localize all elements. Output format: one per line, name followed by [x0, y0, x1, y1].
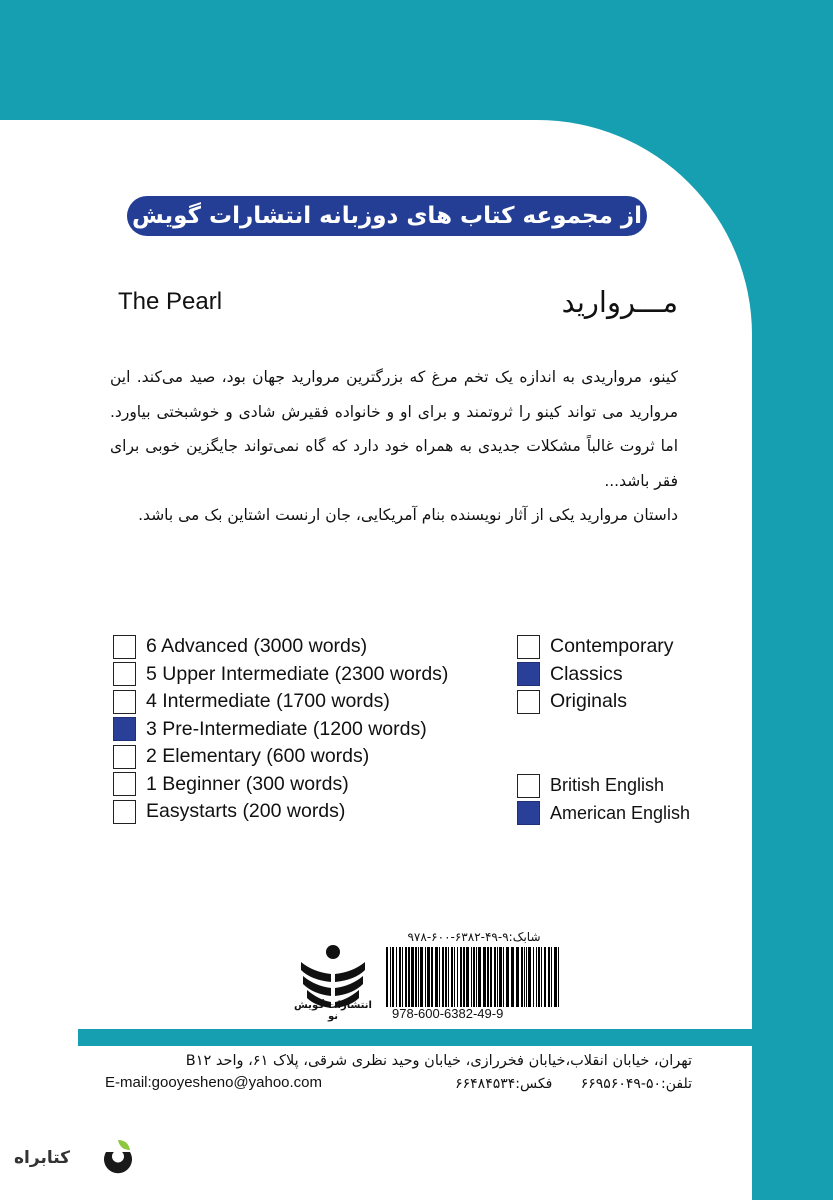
- synopsis: [110, 360, 678, 533]
- level-label: 2 Elementary (600 words): [146, 745, 370, 768]
- language-option[interactable]: [517, 800, 690, 828]
- publisher-address: تهران، خیابان انقلاب،خیابان فخررازی، خیابان وحید نظری شرقی، پلاک ۶۱، واحد B۱۲: [185, 1053, 692, 1069]
- checkbox[interactable]: [113, 717, 136, 741]
- category-option[interactable]: [517, 633, 674, 661]
- checkbox[interactable]: [113, 745, 136, 769]
- category-label: Originals: [550, 690, 627, 713]
- series-banner: از مجموعه کتاب های دوزبانه انتشارات گویش نو: [127, 196, 647, 236]
- language-checklist: [517, 772, 690, 827]
- level-option[interactable]: [113, 798, 448, 826]
- level-checklist: [113, 633, 448, 826]
- title-persian: مـــروارید: [561, 285, 678, 319]
- synopsis-paragraph: کینو، مرواریدی به اندازه یک تخم مرغ که بزرگترین مروارید جهان بود، صید می‌کند. این مروارید می تواند کینو را ثروتمند و برای او و خانواده فقیرش شادی و خوشبختی بیاورد. اما ثروت غالباً مشکلات جدیدی به همراه خود دارد که گاه نمی‌تواند جایگزین خوبی برای فقر باشد...: [110, 368, 678, 490]
- leaf-icon: [100, 1138, 136, 1180]
- publisher-email: E-mail:gooyesheno@yahoo.com: [105, 1074, 323, 1091]
- isbn-persian: شابک:۹-۴۹-۶۳۸۲-۶۰۰-۹۷۸: [407, 930, 541, 944]
- level-label: 5 Upper Intermediate (2300 words): [146, 662, 449, 685]
- publisher-logo-text: انتشارات گویش نو: [294, 1000, 372, 1022]
- level-option[interactable]: [113, 716, 448, 744]
- category-option[interactable]: [517, 661, 674, 689]
- level-option[interactable]: [113, 661, 448, 689]
- level-label: Easystarts (200 words): [146, 800, 346, 823]
- language-option[interactable]: [517, 772, 690, 800]
- category-option[interactable]: [517, 688, 674, 716]
- checkbox[interactable]: [113, 772, 136, 796]
- title-english: The Pearl: [118, 288, 223, 315]
- watermark-text: کتابراه: [14, 1148, 71, 1168]
- level-label: 6 Advanced (3000 words): [146, 635, 368, 658]
- category-checklist: [517, 633, 674, 716]
- watermark: [14, 1138, 134, 1188]
- synopsis-paragraph: داستان مروارید یکی از آثار نویسنده بنام آمریکایی، جان ارنست اشتاین بک می باشد.: [138, 506, 678, 524]
- level-option[interactable]: [113, 743, 448, 771]
- level-option[interactable]: [113, 688, 448, 716]
- checkbox[interactable]: [113, 635, 136, 659]
- language-label: British English: [550, 775, 665, 796]
- divider-strip: [78, 1029, 752, 1046]
- category-label: Classics: [550, 662, 623, 685]
- checkbox[interactable]: [517, 690, 540, 714]
- checkbox[interactable]: [113, 800, 136, 824]
- barcode-icon: [386, 947, 562, 1007]
- category-label: Contemporary: [550, 635, 674, 658]
- checkbox[interactable]: [113, 690, 136, 714]
- level-label: 1 Beginner (300 words): [146, 772, 349, 795]
- checkbox[interactable]: [517, 662, 540, 686]
- publisher-phone: تلفن:۵۰-۶۶۹۵۶۰۴۹ فکس:۶۶۴۸۴۵۳۴: [455, 1076, 692, 1092]
- level-option[interactable]: [113, 633, 448, 661]
- checkbox[interactable]: [517, 801, 540, 825]
- isbn-number: 978-600-6382-49-9: [392, 1006, 504, 1021]
- checkbox[interactable]: [517, 635, 540, 659]
- checkbox[interactable]: [517, 774, 540, 798]
- language-label: American English: [550, 802, 691, 823]
- checkbox[interactable]: [113, 662, 136, 686]
- level-label: 4 Intermediate (1700 words): [146, 690, 390, 713]
- level-label: 3 Pre-Intermediate (1200 words): [146, 717, 427, 740]
- level-option[interactable]: [113, 771, 448, 799]
